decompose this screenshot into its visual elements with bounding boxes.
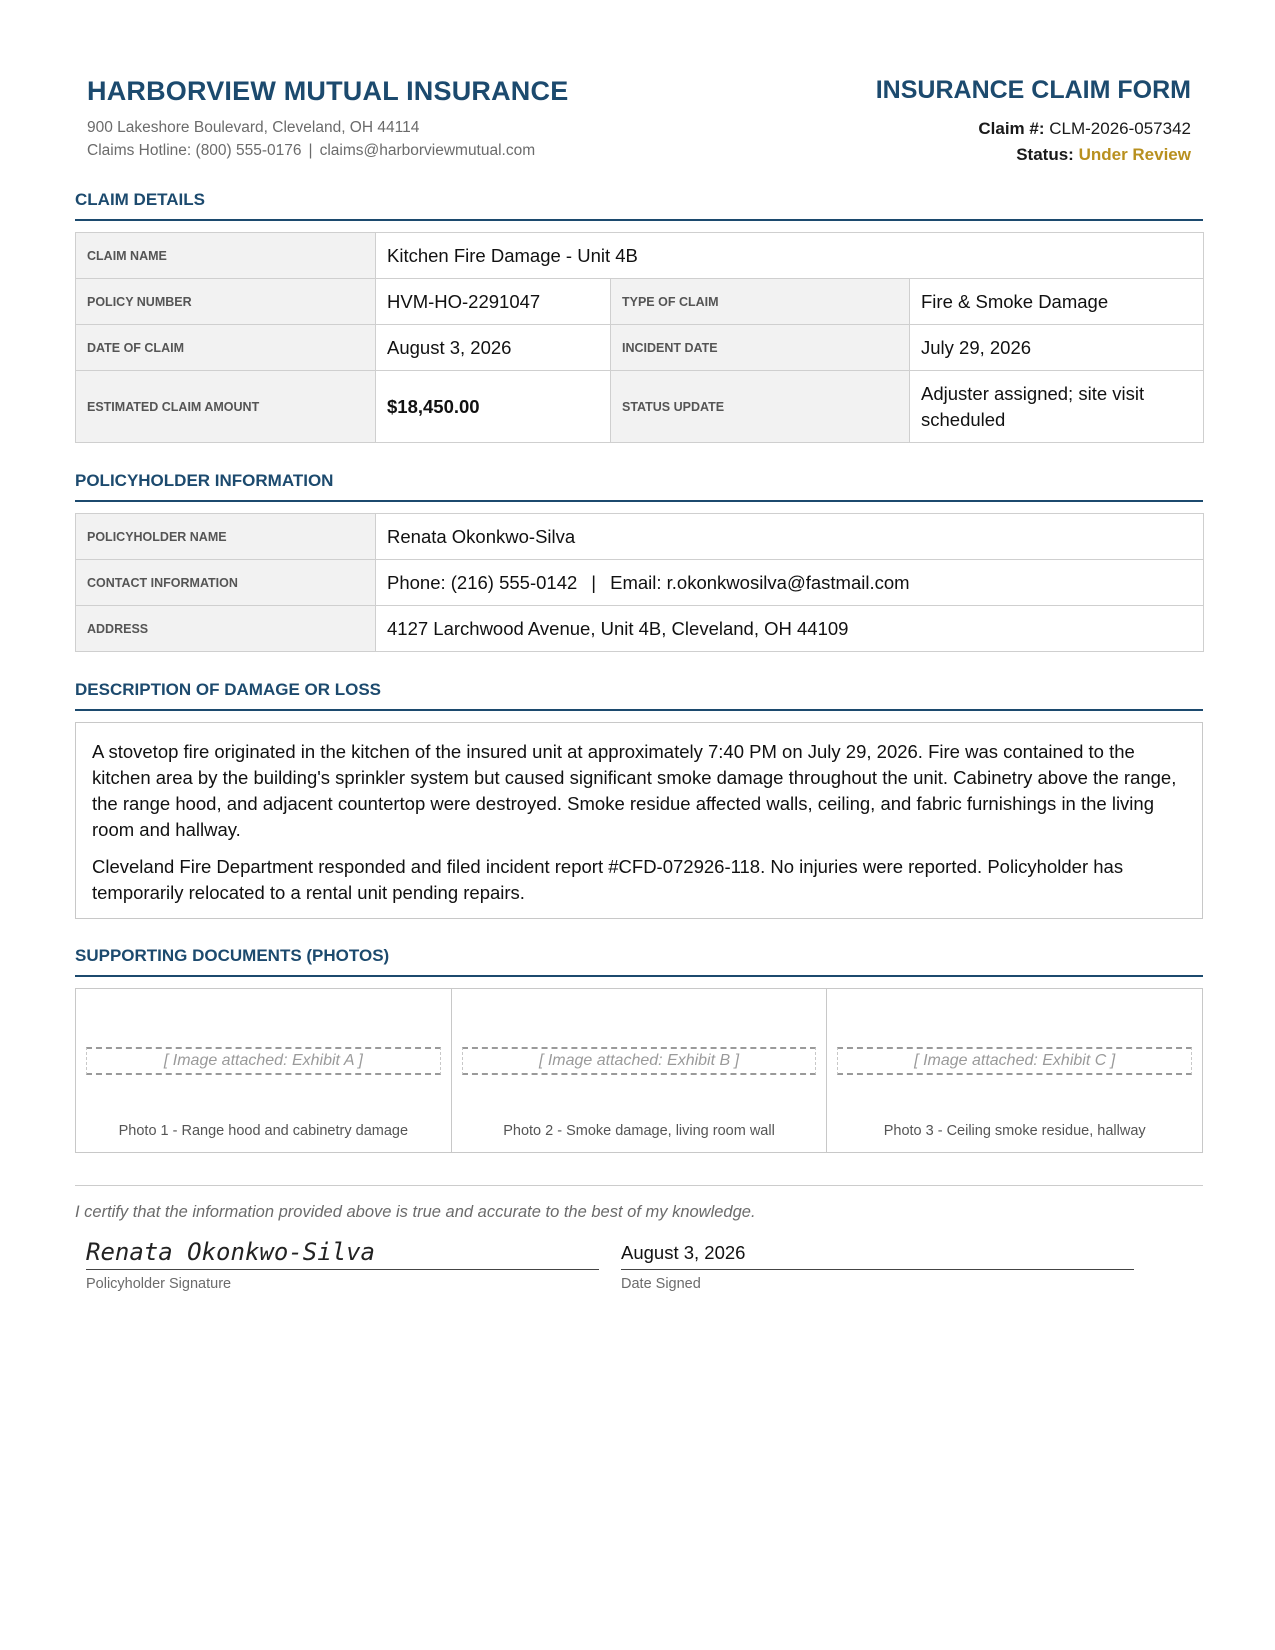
photo-grid	[75, 988, 1203, 1153]
company-contact	[87, 142, 535, 160]
field-label: POLICYHOLDER NAME	[76, 514, 376, 560]
section-title-documents: SUPPORTING DOCUMENTS (PHOTOS)	[75, 946, 1203, 977]
form-header	[75, 0, 1203, 190]
table-row	[76, 279, 1204, 325]
claim-details-table	[75, 232, 1204, 443]
policyholder-section	[75, 471, 1203, 652]
estimated-amount-value: $18,450.00	[376, 371, 611, 443]
photo-caption: Photo 3 - Ceiling smoke residue, hallway	[883, 1123, 1146, 1139]
table-row	[76, 371, 1204, 443]
signature-label: Policyholder Signature	[86, 1276, 232, 1292]
section-title-claim-details: CLAIM DETAILS	[75, 190, 1203, 221]
signature-block	[86, 1236, 599, 1292]
claim-number-line	[978, 119, 1191, 139]
table-row	[76, 325, 1204, 371]
photo-caption: Photo 2 - Smoke damage, living room wall	[503, 1123, 775, 1139]
company-address: 900 Lakeshore Boulevard, Cleveland, OH 44114	[87, 119, 420, 136]
policyholder-name-value: Renata Okonkwo-Silva	[376, 514, 1204, 560]
email-value: Email: r.okonkwosilva@fastmail.com	[610, 571, 910, 593]
table-row	[76, 233, 1204, 279]
field-label: CONTACT INFORMATION	[76, 560, 376, 606]
section-title-description: DESCRIPTION OF DAMAGE OR LOSS	[75, 680, 1203, 711]
photo-cell	[827, 989, 1202, 1152]
certification-section	[75, 1185, 1203, 1316]
photo-cell	[452, 989, 828, 1152]
photo-caption: Photo 1 - Range hood and cabinetry damage	[118, 1123, 409, 1139]
image-placeholder[interactable]: [ Image attached: Exhibit C ]	[837, 1047, 1192, 1075]
claims-hotline: Claims Hotline: (800) 555-0176	[87, 142, 302, 159]
address-value: 4127 Larchwood Avenue, Unit 4B, Cleveland, OH 44109	[376, 606, 1204, 652]
divider	[75, 1185, 1203, 1186]
status-line	[1016, 145, 1191, 165]
field-label: POLICY NUMBER	[76, 279, 376, 325]
contact-info-value	[376, 560, 1204, 606]
claim-number: CLM-2026-057342	[1049, 119, 1191, 138]
field-label: STATUS UPDATE	[611, 371, 910, 443]
incident-date-value: July 29, 2026	[910, 325, 1204, 371]
status-badge: Under Review	[1078, 145, 1191, 164]
date-of-claim-value: August 3, 2026	[376, 325, 611, 371]
image-placeholder[interactable]: [ Image attached: Exhibit A ]	[86, 1047, 441, 1075]
contact-separator: |	[591, 571, 597, 593]
field-label: DATE OF CLAIM	[76, 325, 376, 371]
field-label: ESTIMATED CLAIM AMOUNT	[76, 371, 376, 443]
table-row	[76, 606, 1204, 652]
documents-section	[75, 946, 1203, 1153]
form-title: INSURANCE CLAIM FORM	[875, 76, 1191, 104]
claim-name-value: Kitchen Fire Damage - Unit 4B	[376, 233, 1204, 279]
claims-email: claims@harborviewmutual.com	[319, 142, 536, 159]
certification-statement: I certify that the information provided above is true and accurate to the best of my knowledge.	[75, 1203, 756, 1221]
signature-field[interactable]: Renata Okonkwo-Silva	[86, 1236, 599, 1270]
claim-number-label: Claim #:	[978, 119, 1045, 138]
description-paragraph: Cleveland Fire Department responded and filed incident report #CFD-072926-118. No injuries were reported. Policyholder has temporarily relocated to a rental unit pending repairs.	[92, 856, 1124, 903]
date-signed-block	[621, 1236, 1134, 1292]
policyholder-table	[75, 513, 1204, 652]
description-paragraph: A stovetop fire originated in the kitchen of the insured unit at approximately 7:40 PM on July 29, 2026. Fire was contained to the kitchen area by the building's sprinkler system but caused significant smoke damage throughout the unit. Cabinetry above the range, the range hood, and adjacent countertop were destroyed. Smoke residue affected walls, ceiling, and fabric furnishings in the living room and hallway.	[92, 741, 1177, 840]
table-row	[76, 514, 1204, 560]
photo-cell	[76, 989, 452, 1152]
claim-type-value: Fire & Smoke Damage	[910, 279, 1204, 325]
description-box	[75, 722, 1203, 919]
claim-form-page	[75, 0, 1203, 1316]
contact-separator: |	[308, 142, 313, 159]
description-section	[75, 680, 1203, 919]
field-label: TYPE OF CLAIM	[611, 279, 910, 325]
company-name: HARBORVIEW MUTUAL INSURANCE	[87, 76, 569, 106]
status-label: Status:	[1016, 145, 1074, 164]
field-label: ADDRESS	[76, 606, 376, 652]
status-update-value: Adjuster assigned; site visit scheduled	[910, 371, 1204, 443]
signature-row	[75, 1236, 1203, 1316]
field-label: CLAIM NAME	[76, 233, 376, 279]
policy-number-value: HVM-HO-2291047	[376, 279, 611, 325]
section-title-policyholder: POLICYHOLDER INFORMATION	[75, 471, 1203, 502]
table-row	[76, 560, 1204, 606]
date-signed-label: Date Signed	[621, 1276, 701, 1292]
date-signed-field[interactable]: August 3, 2026	[621, 1236, 1134, 1270]
phone-value: Phone: (216) 555-0142	[387, 571, 578, 593]
field-label: INCIDENT DATE	[611, 325, 910, 371]
image-placeholder[interactable]: [ Image attached: Exhibit B ]	[462, 1047, 817, 1075]
claim-details-section	[75, 190, 1203, 443]
